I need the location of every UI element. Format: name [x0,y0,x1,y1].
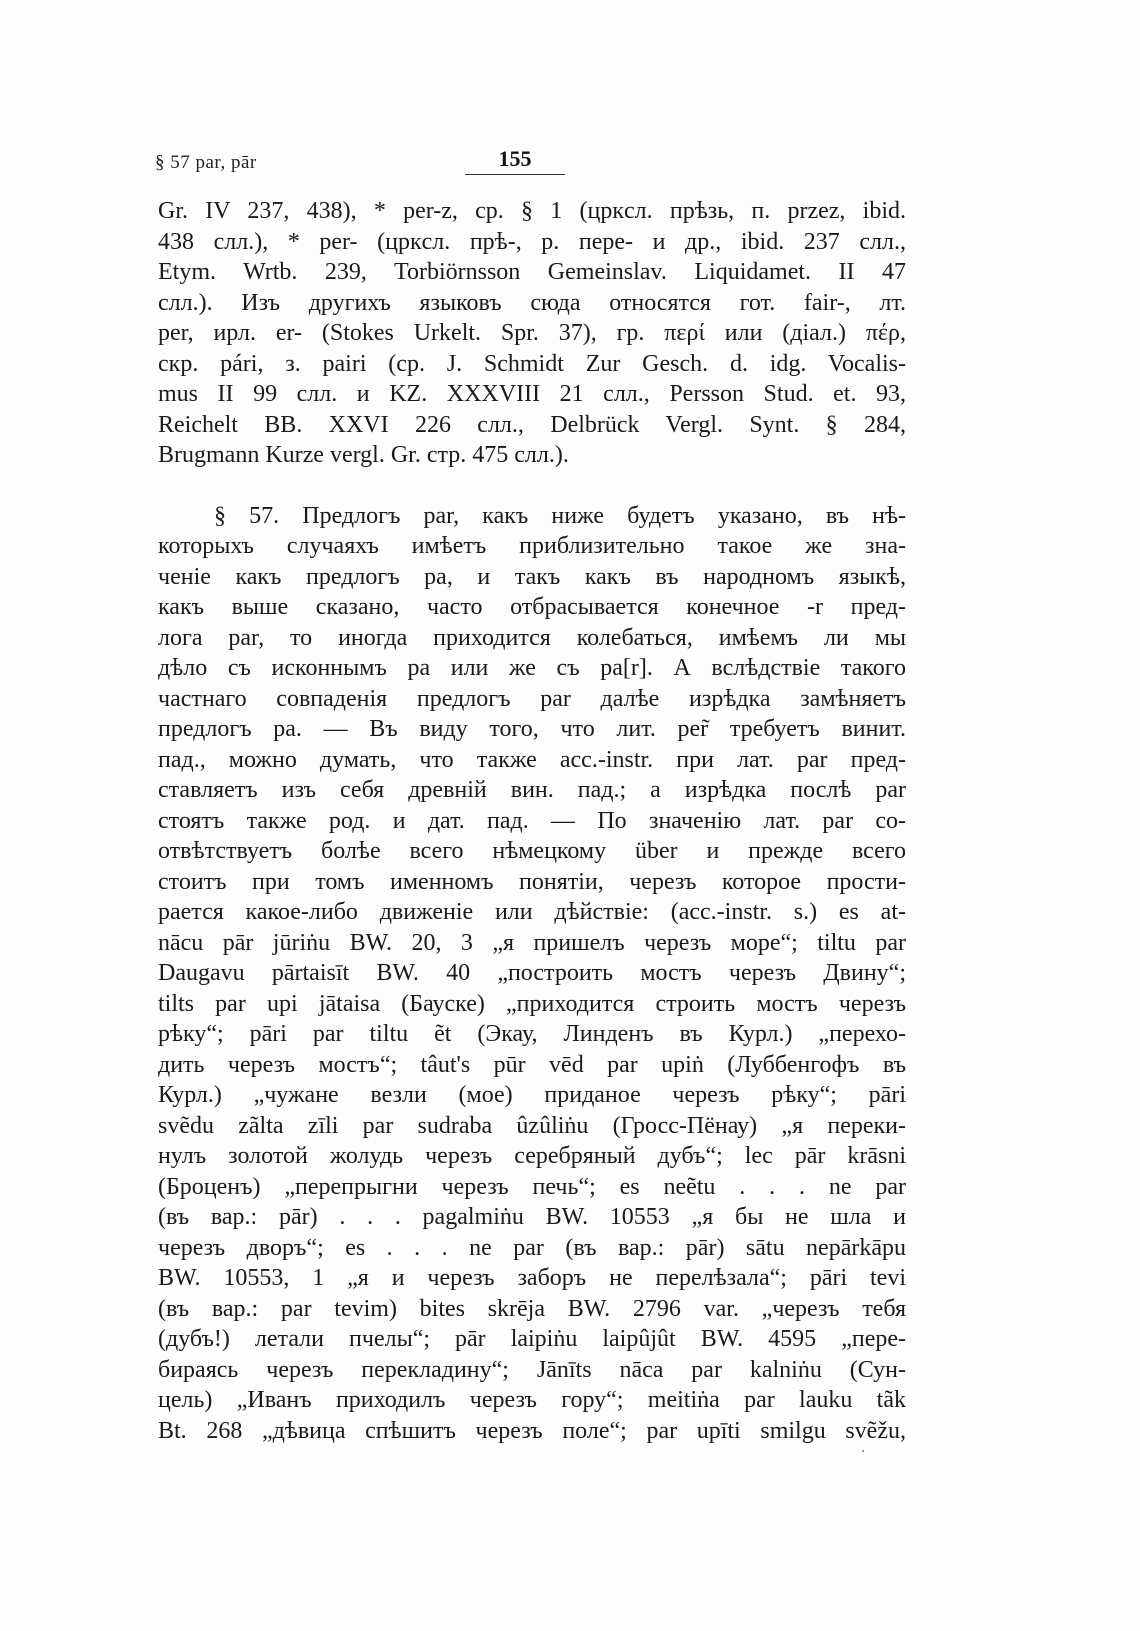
text-line: Brugmann Kurze vergl. Gr. стр. 475 слл.). [158,442,569,468]
text-line: ставляетъ изъ себя древній вин. пад.; а изрѣдка послѣ par [158,777,906,803]
text-line: (дубъ!) летали пчелы“; pār laipiṅu laipûjût BW. 4595 „пере- [158,1326,906,1352]
body-text [158,196,906,1446]
text-line: Gr. IV 237, 438), * per-z, ср. § 1 (цркcл. прѣзь, п. przez, ibid. [158,198,906,224]
text-line: лога par, то иногда приходится колебаться, имѣемъ ли мы [158,624,906,651]
paragraph-gap [158,471,906,501]
text-line: (Броценъ) „перепрыгни черезъ печь“; es neẽtu . . . ne par [158,1173,906,1200]
text-line: § 57. Предлогъ par, какъ ниже будетъ указано, въ нѣ- [214,502,906,529]
text-line: mus II 99 слл. и KZ. XXXVIII 21 слл., Persson Stud. et. 93, [158,381,906,407]
margin-speck [862,1450,864,1452]
text-line: дить черезъ мостъ“; tâut's pūr vēd par upiṅ (Луббенгофъ въ [158,1051,906,1078]
page-number: 155 [498,146,532,171]
text-line: нулъ золотой жолудь черезъ серебряный дубъ“; lec pār krāsni [158,1143,906,1169]
text-line: пад., можно думать, что также acc.-instr. при лат. par пред- [158,746,906,773]
text-line: BW. 10553, 1 „я и черезъ заборъ не перелѣзала“; pāri tevi [158,1265,906,1291]
text-line: бираясь черезъ перекладину“; Jānīts nāca par kalniṅu (Сун- [158,1356,906,1383]
text-line: 438 слл.), * per- (цркcл. прѣ-, р. пере- и др., ibid. 237 слл., [158,228,906,255]
text-line: цель) „Иванъ приходилъ черезъ гору“; meitiṅa par lauku tãk [158,1387,906,1413]
text-line: Daugavu pārtaisīt BW. 40 „построить мостъ черезъ Двину“; [158,960,906,986]
text-line: ченіе какъ предлогъ pa, и такъ какъ въ народномъ языкѣ, [158,563,906,590]
text-line: svẽdu zãlta zīli par sudraba ûzûliṅu (Гросс-Пёнау) „я переки- [158,1112,906,1139]
paragraph-references [158,196,906,471]
text-line: черезъ дворъ“; es . . . ne par (въ вар.: pār) sātu nepārkāpu [158,1234,906,1261]
page-number-rule [465,174,565,175]
text-line: слл.). Изъ другихъ языковъ сюда относятся гот. fair-, лт. [158,289,906,316]
text-line: Bt. 268 „дѣвица спѣшитъ черезъ поле“; par upīti smilgu svẽžu, [158,1417,906,1444]
text-line: предлогъ pa. — Въ виду того, что лит. per̃ требуетъ винит. [158,716,906,742]
text-line: Курл.) „чужане везли (мое) приданое черезъ рѣку“; pāri [158,1082,906,1108]
page-header [155,146,905,186]
text-line: (въ вар.: pār) . . . pagalmiṅu BW. 10553 „я бы не шла и [158,1204,906,1230]
text-line: (въ вар.: par tevim) bites skrēja BW. 2796 var. „черезъ тебя [158,1295,906,1322]
text-line: скр. pári, з. pairi (ср. J. Schmidt Zur Gesch. d. idg. Vocalis- [158,350,906,377]
text-line: per, ирл. er- (Stokes Urkelt. Spr. 37), гр. περί или (діал.) πέρ, [158,320,906,346]
text-line: дѣло съ исконнымъ pa или же съ pa[r]. А вслѣдствіе такого [158,655,906,681]
text-line: nācu pār jūriṅu BW. 20, 3 „я пришелъ черезъ море“; tiltu par [158,929,906,956]
text-line: рѣку“; pāri par tiltu ẽt (Экау, Линденъ въ Курл.) „перехо- [158,1021,906,1047]
text-line: Etym. Wrtb. 239, Torbiörnsson Gemeinslav. Liquidamet. II 47 [158,259,906,285]
text-line: частнаго совпаденія предлогъ par далѣе изрѣдка замѣняетъ [158,685,906,712]
paragraph-section-57 [158,501,906,1447]
text-line: которыхъ случаяхъ имѣетъ приблизительно такое же зна- [158,533,906,559]
text-line: рается какое-либо движеніе или дѣйствіе: (acc.-instr. s.) es at- [158,899,906,925]
text-line: отвѣтствуетъ болѣе всего нѣмецкому über и прежде всего [158,838,906,864]
text-line: какъ выше сказано, часто отбрасывается конечное -r пред- [158,594,906,620]
text-line: Reichelt BB. XXVI 226 слл., Delbrück Vergl. Synt. § 284, [158,411,906,438]
text-line: tilts par upi jātaisa (Бауске) „приходится строить мостъ черезъ [158,990,906,1017]
text-line: стоитъ при томъ именномъ понятіи, черезъ которое прости- [158,868,906,895]
text-line: стоятъ также род. и дат. пад. — По значенію лат. par со- [158,807,906,834]
running-head: § 57 par, pār [155,152,257,173]
